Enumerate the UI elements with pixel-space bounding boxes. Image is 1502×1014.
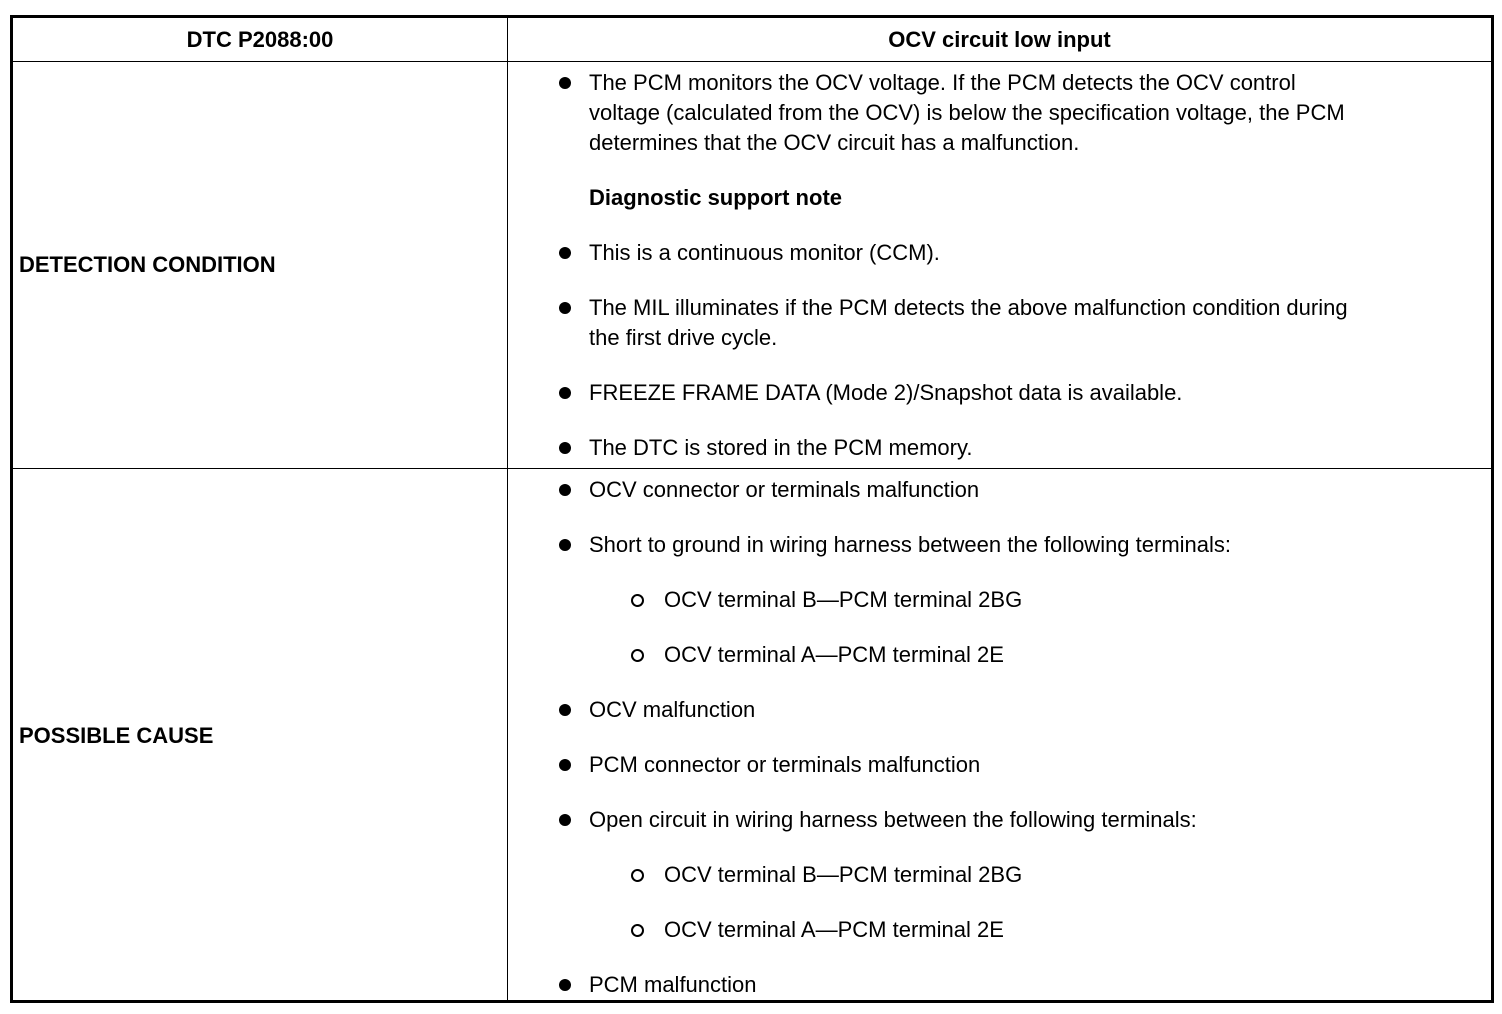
diagnostic-support-note-title: Diagnostic support note (589, 185, 842, 210)
bullet-dot-icon (559, 539, 571, 551)
bullet-dot-icon (559, 979, 571, 991)
dtc-code: DTC P2088:00 (186, 27, 334, 52)
bullet-dot-icon (559, 247, 571, 259)
bullet-circle-icon (631, 649, 644, 662)
detection-item-2: This is a continuous monitor (CCM). (589, 240, 940, 265)
detection-item-3-line-1: The MIL illuminates if the PCM detects the above malfunction condition during (589, 295, 1348, 320)
cause-item-2: Short to ground in wiring harness between the following terminals: (589, 532, 1232, 557)
cause-item-2-sub-2: OCV terminal A—PCM terminal 2E (664, 642, 1004, 667)
cause-item-3: OCV malfunction (589, 697, 756, 722)
cause-item-6: PCM malfunction (589, 972, 757, 997)
bullet-dot-icon (559, 77, 571, 89)
detection-item-5: The DTC is stored in the PCM memory. (589, 435, 973, 460)
cause-item-5: Open circuit in wiring harness between the following terminals: (589, 807, 1197, 832)
bullet-dot-icon (559, 387, 571, 399)
bullet-dot-icon (559, 814, 571, 826)
detection-content-cell (508, 62, 1491, 468)
possible-cause-row (13, 469, 1491, 1003)
header-title-cell (508, 18, 1491, 61)
dtc-title: OCV circuit low input (888, 27, 1111, 52)
bullet-dot-icon (559, 442, 571, 454)
bullet-dot-icon (559, 704, 571, 716)
bullet-dot-icon (559, 484, 571, 496)
detection-label-cell (13, 62, 508, 468)
bullet-circle-icon (631, 924, 644, 937)
cause-item-4: PCM connector or terminals malfunction (589, 752, 981, 777)
detection-item-1-line-1: The PCM monitors the OCV voltage. If the PCM detects the OCV control (589, 70, 1296, 95)
header-code-cell (13, 18, 508, 61)
table-header-row (13, 18, 1491, 62)
dtc-table (10, 15, 1494, 1003)
detection-condition-label: DETECTION CONDITION (19, 252, 276, 277)
bullet-circle-icon (631, 594, 644, 607)
bullet-dot-icon (559, 759, 571, 771)
detection-condition-row (13, 62, 1491, 469)
detection-item-1-line-2: voltage (calculated from the OCV) is below the specification voltage, the PCM (589, 100, 1345, 125)
bullet-dot-icon (559, 302, 571, 314)
detection-item-3-line-2: the first drive cycle. (589, 325, 778, 350)
cause-item-5-sub-2: OCV terminal A—PCM terminal 2E (664, 917, 1004, 942)
cause-content-cell (508, 469, 1491, 1003)
detection-item-1-line-3: determines that the OCV circuit has a malfunction. (589, 130, 1080, 155)
cause-item-1: OCV connector or terminals malfunction (589, 477, 980, 502)
cause-label-cell (13, 469, 508, 1003)
detection-item-4: FREEZE FRAME DATA (Mode 2)/Snapshot data is available. (589, 380, 1183, 405)
cause-item-2-sub-1: OCV terminal B—PCM terminal 2BG (664, 587, 1023, 612)
cause-item-5-sub-1: OCV terminal B—PCM terminal 2BG (664, 862, 1023, 887)
bullet-circle-icon (631, 869, 644, 882)
possible-cause-label: POSSIBLE CAUSE (19, 723, 214, 748)
